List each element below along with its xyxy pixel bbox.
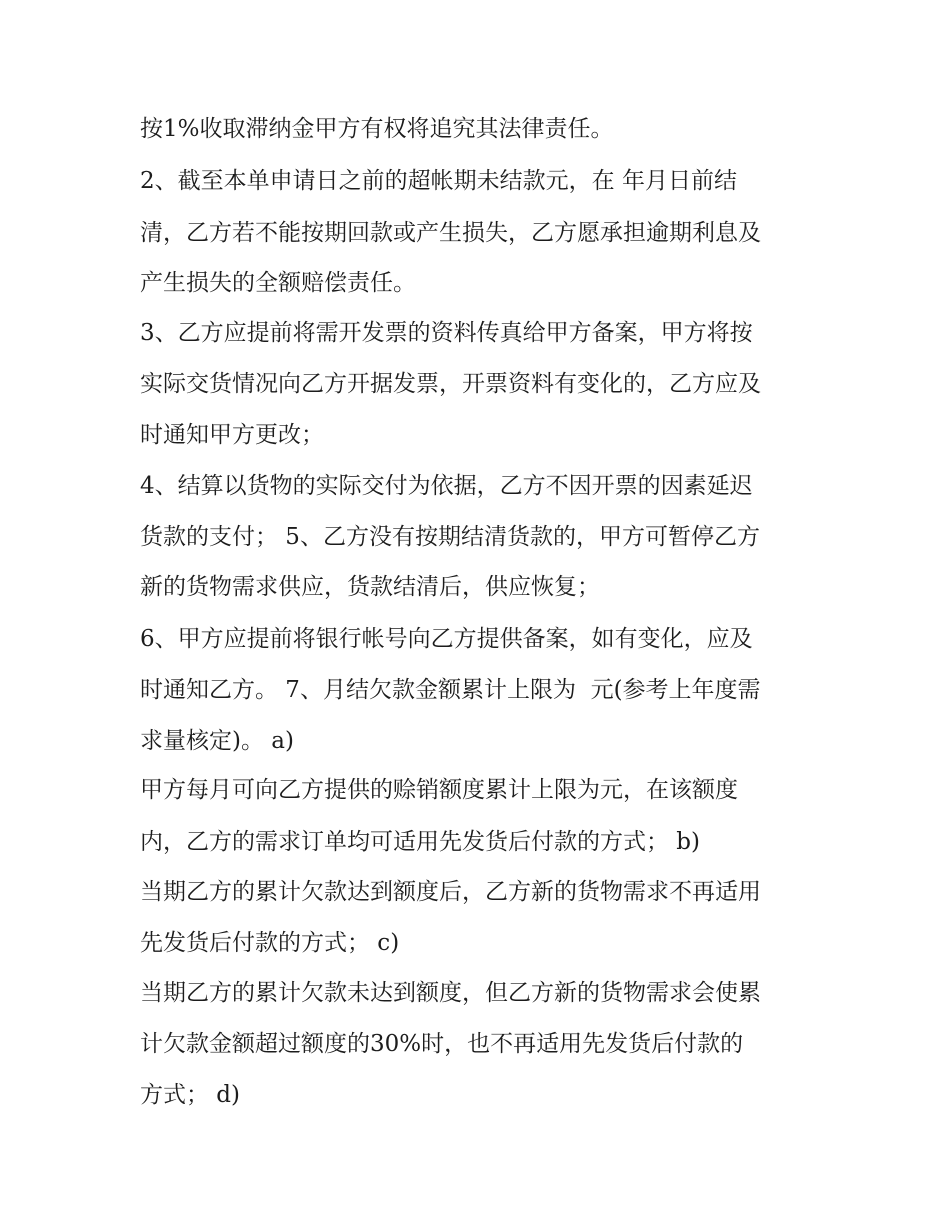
text-line: 3、乙方应提前将需开发票的资料传真给甲方备案，甲方将按	[140, 320, 753, 346]
text-line: 计欠款金额超过额度的30%时，也不再适用先发货后付款的	[140, 1031, 744, 1057]
text-line: 内，乙方的需求订单均可适用先发货后付款的方式； b)	[140, 829, 701, 855]
text-line: 求量核定)。 a)	[140, 728, 294, 754]
text-line: 当期乙方的累计欠款达到额度后，乙方新的货物需求不再适用	[140, 879, 761, 905]
text-line: 方式； d)	[140, 1082, 241, 1108]
text-line: 实际交货情况向乙方开据发票，开票资料有变化的，乙方应及	[140, 371, 761, 397]
text-line: 先发货后付款的方式； c)	[140, 930, 400, 956]
text-line: 货款的支付； 5、乙方没有按期结清货款的，甲方可暂停乙方	[140, 524, 760, 550]
text-line: 清，乙方若不能按期回款或产生损失，乙方愿承担逾期利息及	[140, 220, 761, 246]
text-line: 按1%收取滞纳金甲方有权将追究其法律责任。	[140, 116, 614, 142]
text-line: 6、甲方应提前将银行帐号向乙方提供备案，如有变化，应及	[140, 626, 753, 652]
text-line: 时通知甲方更改；	[140, 422, 324, 448]
text-line: 甲方每月可向乙方提供的赊销额度累计上限为元，在该额度	[140, 777, 738, 803]
text-line: 新的货物需求供应，货款结清后，供应恢复；	[140, 574, 600, 600]
text-line: 产生损失的全额赔偿责任。	[140, 270, 416, 296]
text-line: 2、截至本单申请日之前的超帐期未结款元，在 年月日前结	[140, 168, 737, 194]
text-line: 当期乙方的累计欠款未达到额度，但乙方新的货物需求会使累	[140, 980, 761, 1006]
text-line: 时通知乙方。 7、月结欠款金额累计上限为 元(参考上年度需	[140, 677, 761, 703]
text-line: 4、结算以货物的实际交付为依据，乙方不因开票的因素延迟	[140, 473, 753, 499]
